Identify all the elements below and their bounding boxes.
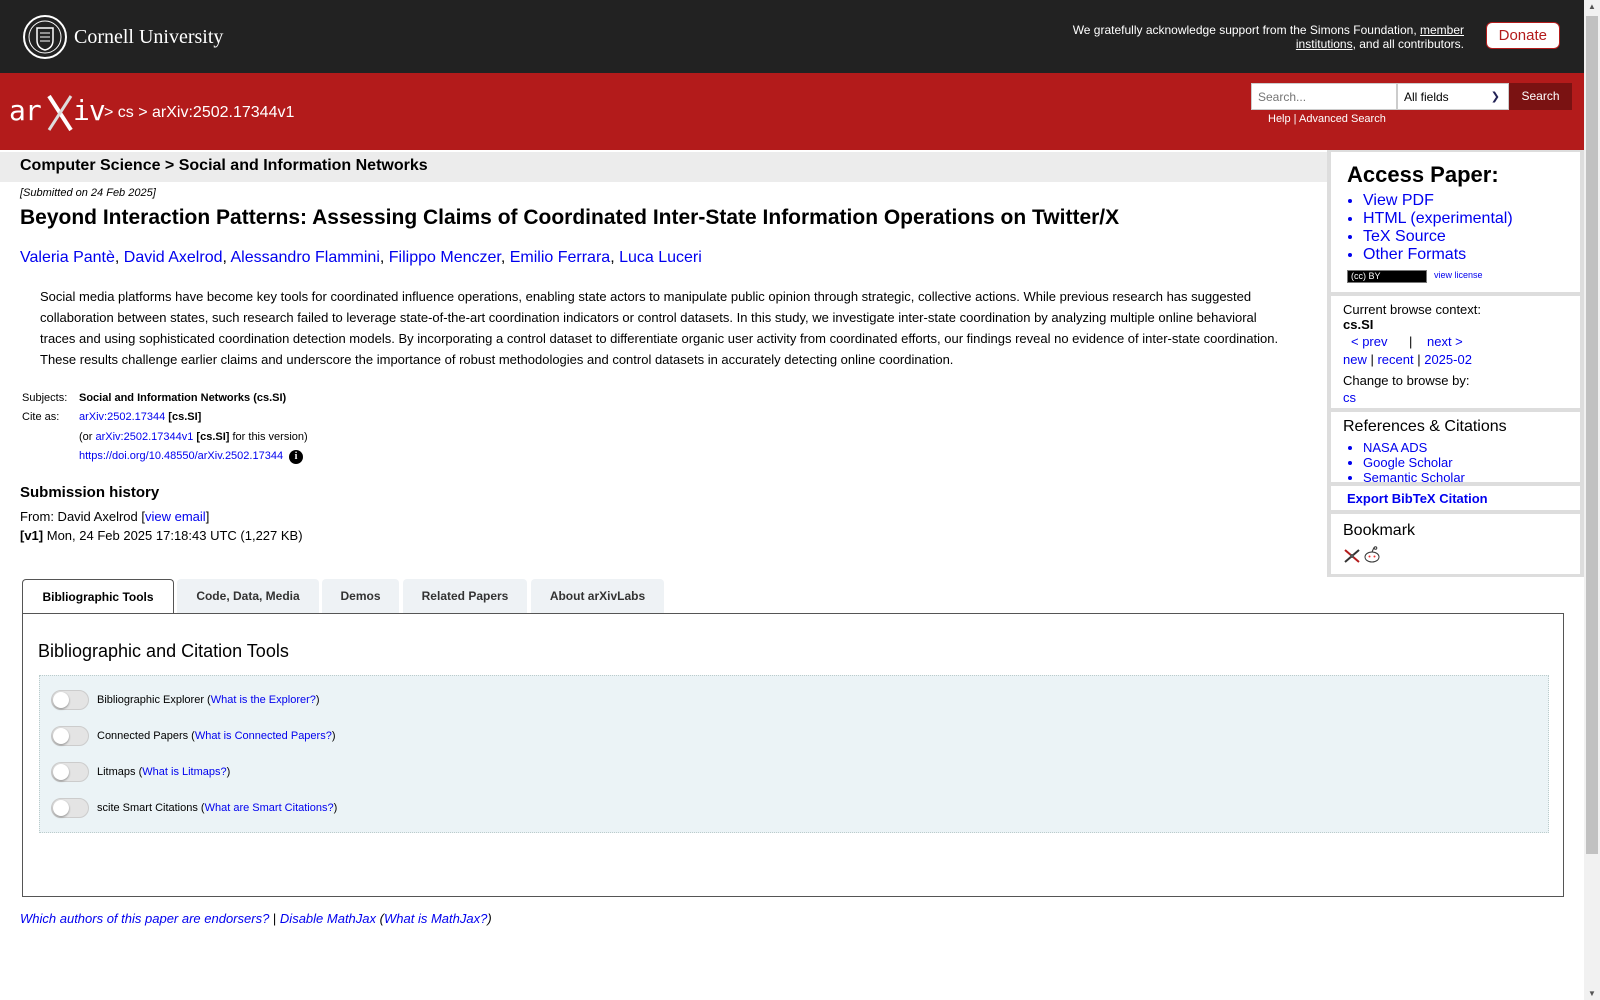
tool-name: Bibliographic Explorer bbox=[97, 694, 204, 706]
category-header bbox=[0, 152, 1327, 182]
page-scrollbar[interactable] bbox=[1584, 0, 1600, 1000]
toggle-switch[interactable] bbox=[51, 762, 89, 782]
scroll-up-icon[interactable]: ▲ bbox=[1588, 2, 1596, 11]
tool-info-link[interactable]: What is Connected Papers? bbox=[194, 730, 332, 742]
subjects-value: Social and Information Networks (cs.SI) bbox=[79, 392, 287, 404]
arxiv-logo[interactable] bbox=[9, 90, 105, 137]
version-line bbox=[20, 528, 303, 543]
view-pdf-link[interactable]: View PDF bbox=[1363, 192, 1434, 209]
access-paper-heading: Access Paper: bbox=[1347, 162, 1499, 187]
bibsonomy-icon[interactable] bbox=[1343, 548, 1361, 564]
scroll-thumb[interactable] bbox=[1586, 16, 1598, 854]
advanced-search-link[interactable]: Advanced Search bbox=[1299, 113, 1386, 125]
browse-cs-link[interactable]: cs bbox=[1343, 390, 1356, 405]
access-paper-box bbox=[1331, 152, 1580, 292]
author-list: Valeria Pantè, David Axelrod, Alessandro Flammini, Filippo Menczer, Emilio Ferrara, Luca Luceri bbox=[20, 249, 702, 266]
cite-version-suffix: for this version) bbox=[229, 431, 308, 443]
tool-row: scite Smart Citations ( What are Smart Citations? ) bbox=[51, 798, 337, 818]
google-scholar-link[interactable]: Google Scholar bbox=[1363, 455, 1453, 470]
tab-panel bbox=[22, 613, 1564, 897]
cite-version-category: [cs.SI] bbox=[196, 431, 230, 443]
toggle-knob bbox=[53, 764, 69, 780]
subjects-label: Subjects: bbox=[22, 392, 68, 404]
list-item bbox=[1363, 228, 1513, 246]
author-link[interactable]: David Axelrod bbox=[123, 249, 223, 266]
tool-name: Connected Papers bbox=[97, 730, 189, 742]
other-formats-link[interactable]: Other Formats bbox=[1363, 246, 1467, 263]
svg-text:ar: ar bbox=[9, 94, 41, 127]
toggle-knob bbox=[53, 800, 69, 816]
author-link[interactable]: Luca Luceri bbox=[619, 249, 702, 266]
references-box bbox=[1331, 412, 1580, 485]
breadcrumb-cs[interactable]: cs bbox=[117, 104, 134, 121]
bookmark-box bbox=[1331, 514, 1580, 574]
toggle-knob bbox=[53, 728, 69, 744]
breadcrumb: > cs > arXiv:2502.17344v1 bbox=[104, 104, 295, 121]
list-item bbox=[1363, 210, 1513, 228]
tab-code-data-media[interactable]: Code, Data, Media bbox=[177, 579, 319, 613]
tab-demos[interactable]: Demos bbox=[322, 579, 399, 613]
toggle-switch[interactable] bbox=[51, 798, 89, 818]
prev-next-separator: | bbox=[1409, 334, 1413, 349]
search-input[interactable] bbox=[1251, 83, 1397, 110]
arxiv-logo-icon bbox=[9, 90, 105, 134]
prev-link[interactable]: < prev bbox=[1351, 334, 1388, 349]
search-field-value: All fields bbox=[1404, 90, 1449, 104]
author-link[interactable]: Filippo Menczer bbox=[388, 249, 501, 266]
cite-category: [cs.SI] bbox=[168, 411, 202, 423]
cite-version-link[interactable]: arXiv:2502.17344v1 bbox=[95, 431, 194, 443]
what-is-mathjax-link[interactable]: What is MathJax? bbox=[383, 911, 488, 926]
sidebar bbox=[1327, 150, 1584, 577]
cite-label: Cite as: bbox=[22, 411, 60, 423]
help-links: Help | Advanced Search bbox=[1268, 113, 1386, 125]
tab-bibliographic-tools[interactable]: Bibliographic Tools bbox=[22, 579, 174, 614]
endorsers-link[interactable]: Which authors of this paper are endorsers? bbox=[20, 911, 270, 926]
version-label: [v1] bbox=[20, 528, 44, 543]
next-link[interactable]: next > bbox=[1427, 334, 1463, 349]
cornell-seal-icon bbox=[22, 14, 68, 60]
list-item bbox=[1363, 455, 1465, 470]
search-button[interactable]: Search bbox=[1509, 83, 1572, 110]
tools-box bbox=[39, 675, 1549, 833]
recent-link[interactable]: recent bbox=[1377, 352, 1414, 367]
bookmark-heading: Bookmark bbox=[1343, 522, 1416, 539]
help-link[interactable]: Help bbox=[1268, 113, 1291, 125]
cornell-logo-link[interactable] bbox=[22, 14, 223, 60]
ack-prefix: We gratefully acknowledge support from the Simons Foundation, bbox=[1072, 23, 1420, 37]
from-prefix: From: David Axelrod [ bbox=[20, 509, 145, 524]
toggle-switch[interactable] bbox=[51, 690, 89, 710]
search-field-select[interactable] bbox=[1397, 83, 1509, 110]
submission-date: [Submitted on 24 Feb 2025] bbox=[20, 187, 156, 199]
author-link[interactable]: Emilio Ferrara bbox=[509, 249, 611, 266]
export-box bbox=[1331, 486, 1580, 510]
tab-related-papers[interactable]: Related Papers bbox=[403, 579, 527, 613]
tool-info-link[interactable]: What are Smart Citations? bbox=[204, 802, 334, 814]
tab-about-arxivlabs[interactable]: About arXivLabs bbox=[531, 579, 664, 613]
list-item bbox=[1363, 470, 1465, 485]
acknowledgement bbox=[1044, 23, 1464, 51]
toggle-knob bbox=[53, 692, 69, 708]
cite-or: (or bbox=[79, 431, 96, 443]
references-links bbox=[1347, 440, 1465, 485]
submitter-line bbox=[20, 509, 209, 524]
member-institutions-link[interactable]: member institutions bbox=[1295, 23, 1464, 51]
chevron-down-icon: ❯ bbox=[1490, 91, 1500, 103]
ack-suffix: , and all contributors. bbox=[1352, 37, 1464, 51]
disable-mathjax-link[interactable]: Disable MathJax bbox=[279, 911, 377, 926]
scroll-down-icon[interactable]: ▼ bbox=[1588, 989, 1596, 998]
cite-id-link[interactable]: arXiv:2502.17344 bbox=[79, 411, 166, 423]
footer-links: Which authors of this paper are endorsers? | Disable MathJax (What is MathJax?) bbox=[20, 911, 492, 926]
view-license-link[interactable]: view license bbox=[1434, 270, 1483, 280]
view-email-link[interactable]: view email bbox=[145, 509, 206, 524]
list-item bbox=[1363, 246, 1513, 264]
browse-context-value: cs.SI bbox=[1343, 317, 1374, 332]
browse-nav: new | recent | 2025-02 bbox=[1343, 352, 1472, 367]
cornell-name: Cornell University bbox=[74, 25, 224, 48]
svg-text:iv: iv bbox=[73, 94, 105, 127]
info-icon[interactable]: i bbox=[289, 450, 303, 464]
arxiv-header bbox=[0, 73, 1584, 150]
browse-context-label: Current browse context: bbox=[1343, 302, 1482, 317]
doi-link[interactable]: https://doi.org/10.48550/arXiv.2502.17344 bbox=[79, 450, 284, 462]
top-bar bbox=[0, 0, 1584, 73]
footer-separator: | bbox=[269, 911, 280, 926]
list-item bbox=[1363, 440, 1465, 455]
list-item bbox=[1363, 192, 1513, 210]
breadcrumb-paper-id: arXiv:2502.17344v1 bbox=[152, 104, 295, 121]
tool-row: Connected Papers ( What is Connected Papers? ) bbox=[51, 726, 336, 746]
tool-name: scite Smart Citations bbox=[97, 802, 198, 814]
category-title: Computer Science > Social and Information Networks bbox=[20, 157, 428, 174]
panel-title: Bibliographic and Citation Tools bbox=[38, 641, 289, 661]
browse-context-box bbox=[1331, 296, 1580, 408]
abstract: Social media platforms have become key tools for coordinated influence operations, enabling state actors to manipulate public opinion through strategic, collective actions. While previous research has suggested collaboration between states, such research failed to leverage state-of-the-art coordination indicators or control datasets. In this study, we investigate inter-state coordination by analyzing multiple online behavioral traces and using sophisticated coordination detection models. By incorporating a control dataset to differentiate organic user activity from coordinated efforts, our findings reveal no evidence of inter-state coordination. These results challenge earlier claims and underscore the importance of robust methodologies and control datasets in accurately detecting online coordination. bbox=[40, 289, 1279, 367]
version-details: Mon, 24 Feb 2025 17:18:43 UTC (1,227 KB) bbox=[43, 528, 303, 543]
tex-source-link[interactable]: TeX Source bbox=[1363, 228, 1446, 245]
html-link[interactable]: HTML (experimental) bbox=[1363, 210, 1513, 227]
access-links bbox=[1347, 192, 1513, 264]
month-link[interactable]: 2025-02 bbox=[1424, 352, 1472, 367]
references-heading: References & Citations bbox=[1343, 418, 1507, 435]
from-suffix: ] bbox=[205, 509, 210, 524]
submission-history-heading: Submission history bbox=[20, 484, 160, 501]
tool-row: Litmaps ( What is Litmaps? ) bbox=[51, 762, 230, 782]
donate-button[interactable]: Donate bbox=[1486, 22, 1560, 49]
toggle-switch[interactable] bbox=[51, 726, 89, 746]
author-link[interactable]: Valeria Pantè bbox=[20, 249, 115, 266]
export-bibtex-link[interactable]: Export BibTeX Citation bbox=[1347, 491, 1488, 506]
author-link[interactable]: Alessandro Flammini bbox=[230, 249, 380, 266]
tool-info-link[interactable]: What is the Explorer? bbox=[210, 694, 316, 706]
semantic-scholar-link[interactable]: Semantic Scholar bbox=[1363, 470, 1465, 485]
new-link[interactable]: new bbox=[1343, 352, 1367, 367]
tool-info-link[interactable]: What is Litmaps? bbox=[142, 766, 227, 778]
reddit-icon[interactable] bbox=[1363, 546, 1381, 564]
nasa-ads-link[interactable]: NASA ADS bbox=[1363, 440, 1428, 455]
cc-license-badge[interactable]: (cc) BY bbox=[1347, 270, 1427, 283]
tool-name: Litmaps bbox=[97, 766, 136, 778]
paper-title: Beyond Interaction Patterns: Assessing Claims of Coordinated Inter-State Information Operations on Twitter/X bbox=[20, 206, 1120, 229]
tool-row: Bibliographic Explorer ( What is the Explorer? ) bbox=[51, 690, 320, 710]
change-browse-label: Change to browse by: bbox=[1343, 373, 1470, 388]
